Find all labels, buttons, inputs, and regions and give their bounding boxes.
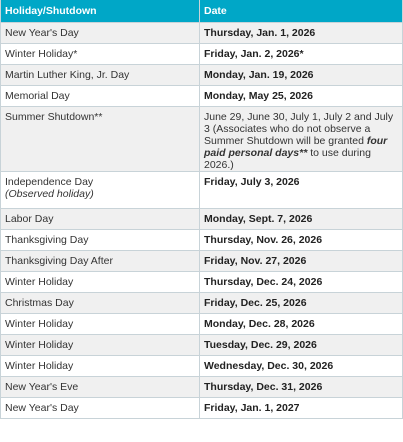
- holiday-name-sub: (Observed holiday): [5, 188, 94, 200]
- summer-shutdown-note-pre: (Associates who do not observe a Summer Shutdown will be granted: [204, 123, 371, 147]
- table-row: [1, 209, 403, 230]
- table-row: [1, 172, 403, 209]
- holiday-date: Thursday, Jan. 1, 2026: [200, 23, 403, 44]
- holiday-date: Thursday, Dec. 31, 2026: [200, 377, 403, 398]
- table-row: [1, 314, 403, 335]
- table-row: [1, 251, 403, 272]
- summer-shutdown-dates: June 29, June 30, July 1, July 2 and July 3: [204, 111, 394, 135]
- holiday-name: Martin Luther King, Jr. Day: [1, 65, 200, 86]
- holiday-name: Memorial Day: [1, 86, 200, 107]
- holiday-name: Winter Holiday: [1, 335, 200, 356]
- table-row: [1, 107, 403, 172]
- table-row: [1, 398, 403, 419]
- holiday-date: Monday, Dec. 28, 2026: [200, 314, 403, 335]
- table-row: [1, 293, 403, 314]
- holiday-name: [1, 172, 200, 209]
- holiday-date: Friday, Jan. 1, 2027: [200, 398, 403, 419]
- holiday-name: Winter Holiday: [1, 314, 200, 335]
- holiday-name: Thanksgiving Day: [1, 230, 200, 251]
- table-header-row: [1, 0, 403, 23]
- column-header-holiday: Holiday/Shutdown: [1, 0, 200, 23]
- holiday-date: Friday, Dec. 25, 2026: [200, 293, 403, 314]
- holiday-date: Thursday, Nov. 26, 2026: [200, 230, 403, 251]
- holiday-name: Thanksgiving Day After: [1, 251, 200, 272]
- table-row: [1, 272, 403, 293]
- holiday-name: Winter Holiday: [1, 272, 200, 293]
- holiday-name: Christmas Day: [1, 293, 200, 314]
- holiday-name: New Year's Day: [1, 23, 200, 44]
- holiday-date: Thursday, Dec. 24, 2026: [200, 272, 403, 293]
- summer-shutdown-note-post: to use during 2026.): [204, 147, 371, 171]
- table-row: [1, 86, 403, 107]
- holiday-date: Tuesday, Dec. 29, 2026: [200, 335, 403, 356]
- holiday-name-main: Independence Day: [5, 176, 94, 188]
- holiday-name: Winter Holiday: [1, 356, 200, 377]
- holiday-date: [200, 107, 403, 172]
- holiday-date: Friday, Nov. 27, 2026: [200, 251, 403, 272]
- table-row: [1, 65, 403, 86]
- table-row: [1, 230, 403, 251]
- holiday-name: Labor Day: [1, 209, 200, 230]
- holiday-name: New Year's Day: [1, 398, 200, 419]
- summer-shutdown-note-bold: four paid personal days**: [204, 135, 388, 159]
- holiday-date: Friday, July 3, 2026: [200, 172, 403, 209]
- holiday-date: Monday, Jan. 19, 2026: [200, 65, 403, 86]
- holiday-date: Friday, Jan. 2, 2026*: [200, 44, 403, 65]
- holiday-date: Monday, Sept. 7, 2026: [200, 209, 403, 230]
- table-row: [1, 377, 403, 398]
- holiday-name: New Year's Eve: [1, 377, 200, 398]
- table-row: [1, 23, 403, 44]
- table-row: [1, 335, 403, 356]
- holiday-name: Winter Holiday*: [1, 44, 200, 65]
- holiday-date: Wednesday, Dec. 30, 2026: [200, 356, 403, 377]
- holiday-name: Summer Shutdown**: [1, 107, 200, 172]
- table-row: [1, 44, 403, 65]
- table-row: [1, 356, 403, 377]
- holiday-date: Monday, May 25, 2026: [200, 86, 403, 107]
- column-header-date: Date: [200, 0, 403, 23]
